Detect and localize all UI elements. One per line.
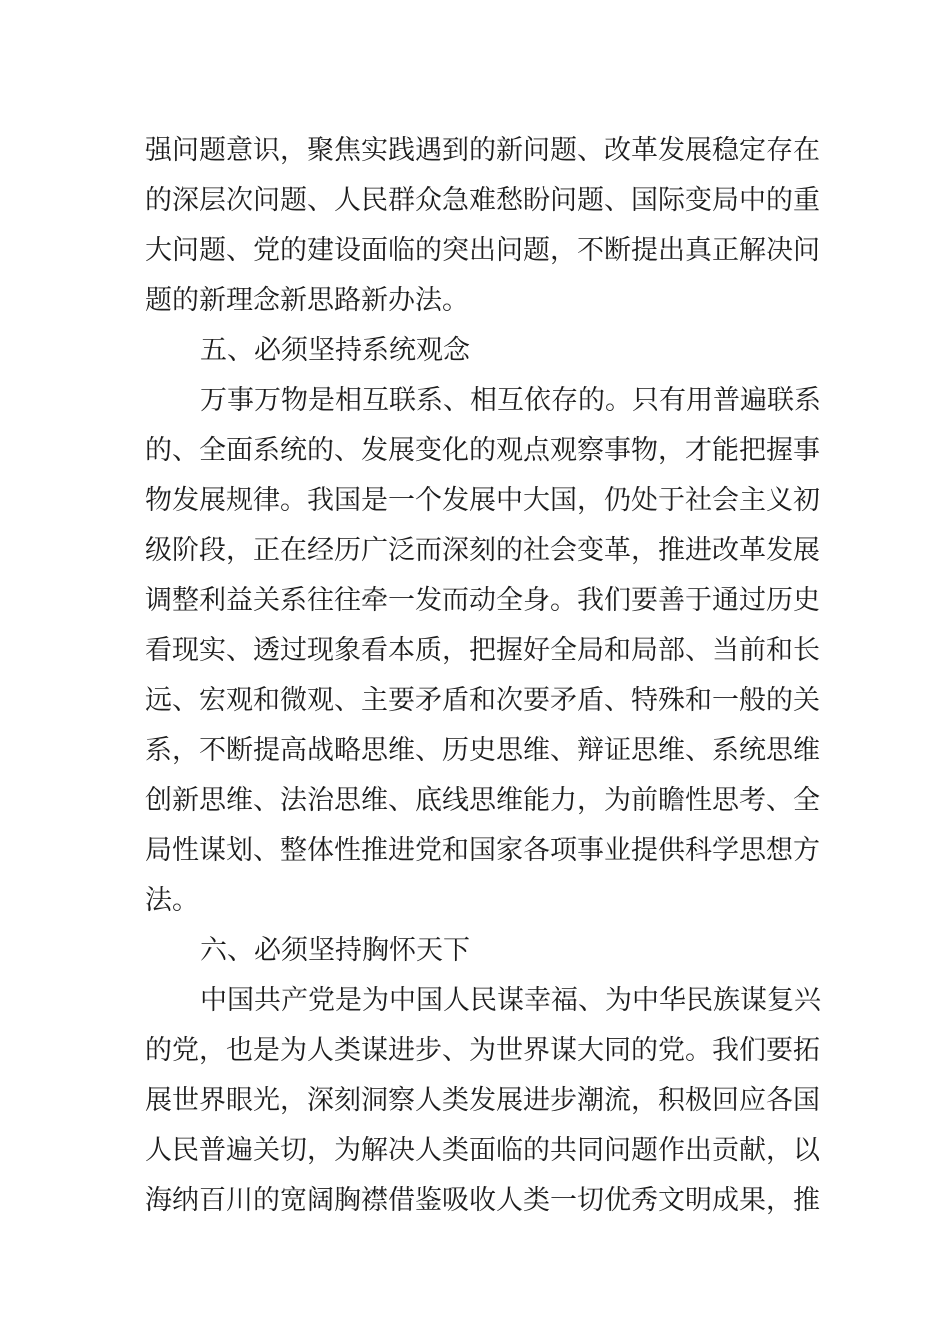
text-line: 海纳百川的宽阔胸襟借鉴吸收人类一切优秀文明成果，推	[145, 1185, 820, 1216]
section-heading-five: 五、必须坚持系统观念	[200, 335, 470, 366]
text-line: 的党，也是为人类谋进步、为世界谋大同的党。我们要拓	[145, 1035, 820, 1066]
text-line: 远、宏观和微观、主要矛盾和次要矛盾、特殊和一般的关	[145, 685, 820, 716]
text-line: 万事万物是相互联系、相互依存的。只有用普遍联系	[200, 385, 821, 416]
text-line: 展世界眼光，深刻洞察人类发展进步潮流，积极回应各国	[145, 1085, 820, 1116]
text-line: 创新思维、法治思维、底线思维能力，为前瞻性思考、全	[145, 785, 820, 816]
text-line: 级阶段，正在经历广泛而深刻的社会变革，推进改革发展	[145, 535, 820, 566]
text-line: 的深层次问题、人民群众急难愁盼问题、国际变局中的重	[145, 185, 820, 216]
text-line: 调整利益关系往往牵一发而动全身。我们要善于通过历史	[145, 585, 820, 616]
text-line: 大问题、党的建设面临的突出问题，不断提出真正解决问	[145, 235, 820, 266]
text-line: 中国共产党是为中国人民谋幸福、为中华民族谋复兴	[200, 985, 821, 1016]
text-line: 强问题意识，聚焦实践遇到的新问题、改革发展稳定存在	[145, 135, 820, 166]
text-line: 法。	[145, 885, 199, 916]
text-line: 看现实、透过现象看本质，把握好全局和局部、当前和长	[145, 635, 820, 666]
section-heading-six: 六、必须坚持胸怀天下	[200, 935, 470, 966]
text-line: 人民普遍关切，为解决人类面临的共同问题作出贡献，以	[145, 1135, 820, 1166]
text-line: 局性谋划、整体性推进党和国家各项事业提供科学思想方	[145, 835, 820, 866]
text-line: 题的新理念新思路新办法。	[145, 285, 469, 316]
text-line: 的、全面系统的、发展变化的观点观察事物，才能把握事	[145, 435, 820, 466]
text-line: 系，不断提高战略思维、历史思维、辩证思维、系统思维	[145, 735, 820, 766]
text-line: 物发展规律。我国是一个发展中大国，仍处于社会主义初	[145, 485, 820, 516]
